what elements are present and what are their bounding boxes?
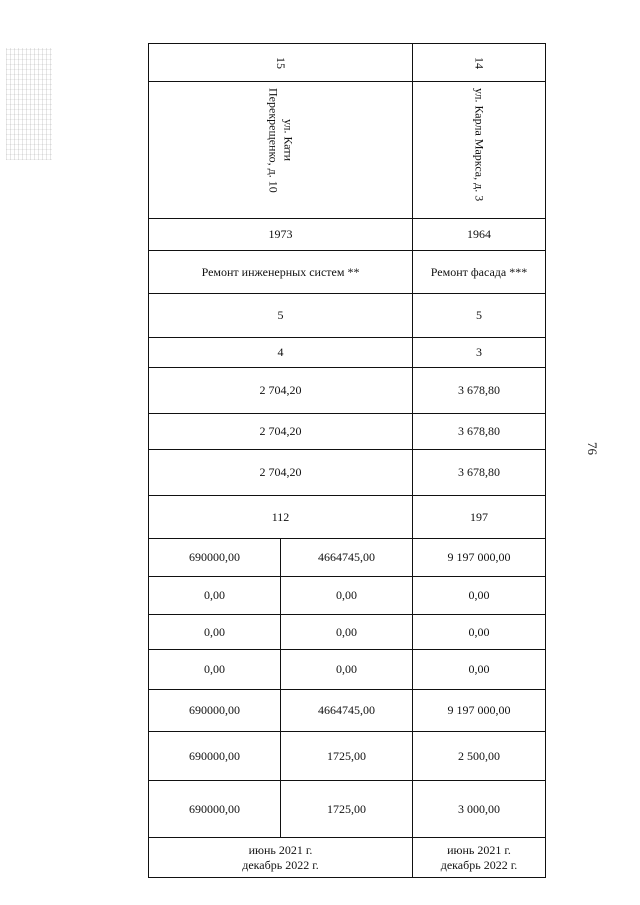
row-cost-7 (149, 781, 546, 838)
cell-cost-6-15a: 690000,00 (149, 732, 281, 781)
cell-cost-6-15b: 1725,00 (281, 732, 413, 781)
row-cost-4 (149, 650, 546, 690)
cell-address-15: ул. Кати Перекрещенко, д. 10 (149, 82, 413, 219)
cell-residents-15: 112 (149, 496, 413, 539)
row-entrances (149, 338, 546, 368)
row-cost-1 (149, 539, 546, 577)
cell-cost-2-14: 0,00 (413, 577, 546, 615)
scan-artifact (6, 48, 52, 160)
cell-repair-type-14: Ремонт фасада *** (413, 251, 546, 294)
cell-area-total-14: 3 678,80 (413, 368, 546, 414)
cell-cost-7-15a: 690000,00 (149, 781, 281, 838)
page-number: 76 (585, 442, 600, 455)
cell-floors-15: 5 (149, 294, 413, 338)
row-period (149, 838, 546, 878)
cell-entrances-15: 4 (149, 338, 413, 368)
row-address (149, 82, 546, 219)
cell-area-3-15: 2 704,20 (149, 450, 413, 496)
repair-schedule-table (148, 43, 546, 878)
row-cost-6 (149, 732, 546, 781)
cell-cost-3-15a: 0,00 (149, 615, 281, 650)
cell-cost-6-14: 2 500,00 (413, 732, 546, 781)
row-residents (149, 496, 546, 539)
cell-cost-1-15a: 690000,00 (149, 539, 281, 577)
cell-num-15: 15 (149, 44, 413, 82)
cell-entrances-14: 3 (413, 338, 546, 368)
cell-cost-4-15b: 0,00 (281, 650, 413, 690)
cell-area-3-14: 3 678,80 (413, 450, 546, 496)
row-cost-2 (149, 577, 546, 615)
cell-cost-1-15b: 4664745,00 (281, 539, 413, 577)
cell-cost-4-14: 0,00 (413, 650, 546, 690)
cell-year-15: 1973 (149, 219, 413, 251)
cell-year-14: 1964 (413, 219, 546, 251)
row-cost-5 (149, 690, 546, 732)
cell-cost-3-14: 0,00 (413, 615, 546, 650)
row-area-total (149, 368, 546, 414)
cell-cost-5-15a: 690000,00 (149, 690, 281, 732)
cell-period-15: июнь 2021 г. декабрь 2022 г. (149, 838, 413, 878)
cell-cost-7-14: 3 000,00 (413, 781, 546, 838)
cell-residents-14: 197 (413, 496, 546, 539)
row-area-2 (149, 414, 546, 450)
cell-num-14: 14 (413, 44, 546, 82)
cell-area-total-15: 2 704,20 (149, 368, 413, 414)
row-area-3 (149, 450, 546, 496)
cell-period-14: июнь 2021 г. декабрь 2022 г. (413, 838, 546, 878)
cell-address-14: ул. Карла Маркса, д. 3 (413, 82, 546, 219)
cell-cost-3-15b: 0,00 (281, 615, 413, 650)
cell-area-2-14: 3 678,80 (413, 414, 546, 450)
cell-cost-7-15b: 1725,00 (281, 781, 413, 838)
cell-floors-14: 5 (413, 294, 546, 338)
row-cost-3 (149, 615, 546, 650)
cell-cost-5-14: 9 197 000,00 (413, 690, 546, 732)
cell-area-2-15: 2 704,20 (149, 414, 413, 450)
cell-cost-1-14: 9 197 000,00 (413, 539, 546, 577)
row-repair-type (149, 251, 546, 294)
row-floors (149, 294, 546, 338)
cell-repair-type-15: Ремонт инженерных систем ** (149, 251, 413, 294)
cell-cost-2-15b: 0,00 (281, 577, 413, 615)
cell-cost-4-15a: 0,00 (149, 650, 281, 690)
cell-cost-5-15b: 4664745,00 (281, 690, 413, 732)
cell-cost-2-15a: 0,00 (149, 577, 281, 615)
row-number (149, 44, 546, 82)
row-year (149, 219, 546, 251)
